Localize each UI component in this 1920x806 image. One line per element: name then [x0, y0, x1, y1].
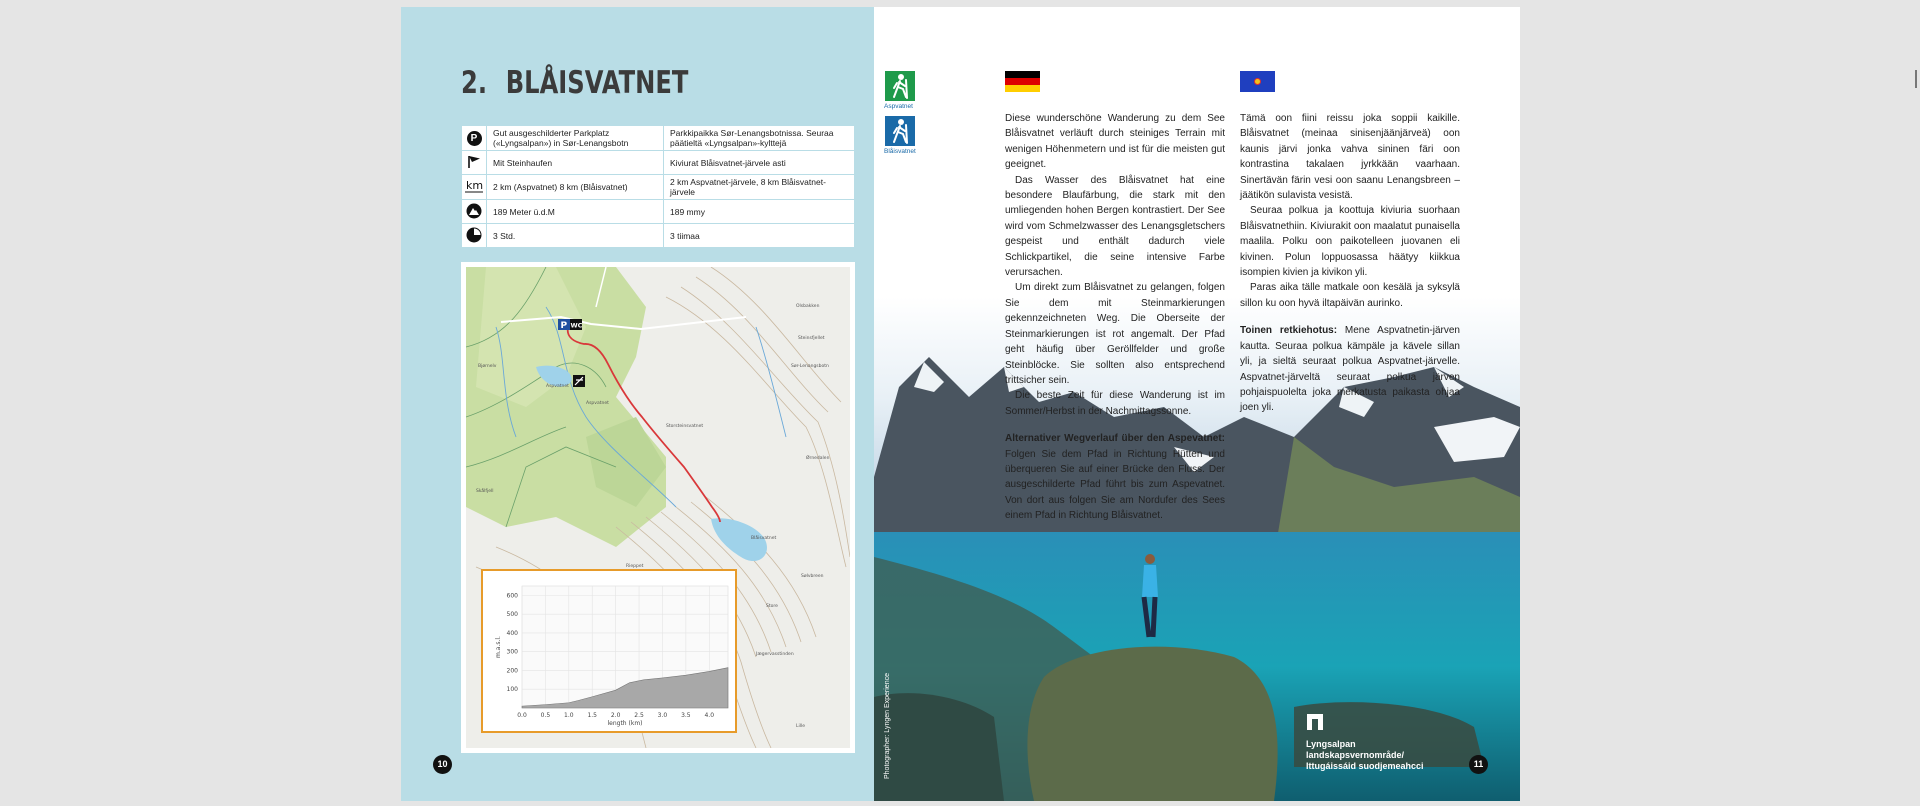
y-tick-label: 300 [506, 648, 518, 656]
info-fi: Kiviurat Blåisvatnet-järvele asti [664, 151, 855, 175]
fi-paragraph: Paras aika tälle matkale oon kesälä ja syksylä sillon ku oon hyvä iltapäivän aurinko. [1240, 282, 1460, 309]
photo-credit: Photographer: Lyngen Experience [884, 673, 891, 779]
elevation-chart-svg [488, 576, 740, 736]
page-number-right: 11 [1469, 755, 1488, 774]
info-de: 189 Meter ü.d.M [487, 200, 664, 224]
x-tick-label: 0.5 [540, 712, 551, 719]
x-tick-label: 1.0 [564, 712, 574, 719]
de-paragraph: Diese wunderschöne Wanderung zu dem See Blåisvatnet verläuft durch steiniges Terrain mit wenigen Höhenmetern und ist für die meisten gut geeignet. [1005, 113, 1225, 171]
table-row [462, 151, 855, 175]
clock-icon [462, 224, 487, 248]
logo-line: landskapsvernområde/ [1306, 750, 1405, 760]
de-paragraph: Das Wasser des Blåisvatnet hat eine besondere Blaufärbung, die stark mit den umliegenden hohen Bergen kontrastiert. Der See wird vom Schmelzwasser des Lenangsgletschers gespeist und enthält dadurch viele Schlickpartikel, die seine intensive Farbe verursachen. [1005, 174, 1225, 279]
map-label: Blåisvatnet [751, 536, 777, 541]
y-tick-label: 400 [506, 629, 518, 637]
map-label: Sølvbreen [801, 574, 824, 579]
park-logo-icon [1306, 713, 1324, 731]
table-row [462, 126, 855, 151]
map-label: Steinsfjellet [798, 336, 825, 341]
logo-line: Ittugáissáid suodjemeahcci [1306, 761, 1424, 771]
x-tick-label: 0.0 [517, 712, 527, 719]
park-logo-text [1306, 739, 1424, 772]
kven-flag-icon [1240, 71, 1275, 92]
y-axis-label: m.a.s.l. [495, 636, 502, 658]
fi-alternative [1240, 323, 1460, 415]
x-tick-label: 2.5 [634, 712, 644, 719]
info-fi: 189 mmy [664, 200, 855, 224]
de-alt-heading: Alternativer Wegverlauf über den Aspevatnet: [1005, 433, 1225, 445]
info-fi: 2 km Aspvatnet-järvele, 8 km Blåisvatnet-järvele [664, 175, 855, 200]
logo-line: Lyngsalpan [1306, 739, 1356, 749]
hiker-icon-blue [885, 116, 915, 146]
x-tick-label: 3.5 [681, 712, 691, 719]
german-flag-icon [1005, 71, 1040, 92]
route-map [461, 262, 855, 753]
viewpoint-marker [573, 375, 585, 387]
title-text: BLÅISVATNET [505, 65, 689, 101]
map-label: Sør-Lenangsbotn [791, 364, 829, 369]
fi-alt-text: Mene Aspvatnetin-järven kautta. Seuraa polkua kämpäle ja kävele sillan yli, ja sieltä seuraat polkua Aspvatnet-järvelle. Aspvatnet-järveltä seuraat polkua järven pohjaispuolelta joka merkatusta paikasta ohjaa joen yli. [1240, 325, 1460, 414]
fi-alt-heading: Toinen retkiehotus: [1240, 325, 1338, 337]
svg-text:WC: WC [570, 321, 583, 330]
wc-marker [570, 319, 583, 330]
right-page [874, 7, 1520, 801]
y-tick-label: 500 [506, 611, 518, 619]
map-label: Skålfjell [476, 489, 494, 494]
info-de: 2 km (Aspvatnet) 8 km (Blåisvatnet) [487, 175, 664, 200]
map-label: Olsbakken [796, 304, 820, 309]
map-label: Aspvatnet [546, 384, 569, 389]
y-tick-label: 200 [506, 667, 518, 675]
map-label: Bjørnelv [478, 364, 497, 369]
y-tick-label: 100 [506, 686, 518, 694]
distance-km-icon [462, 175, 487, 200]
svg-text:P: P [560, 321, 568, 331]
x-axis-label: length (km) [607, 720, 643, 727]
badge-label-blaisvatnet: Blåisvatnet [884, 148, 916, 155]
badge-label-aspvatnet: Aspvatnet [884, 103, 913, 110]
fi-paragraph: Seuraa polkua ja koottuja kiviuria suorhaan Blåisvatnethiin. Kiviurakit oon maalatut punaisella maalila. Polku oon paikotelleen juovanen eli kivinen. Polun loppuosassa häätyy kiikkua isompien kivien ja kivikon yli. [1240, 205, 1460, 279]
map-label: Rieppet [626, 564, 644, 569]
info-de: Gut ausgeschilderter Parkplatz («Lyngsalpan») in Sør-Lenangsbotn [487, 126, 664, 151]
parking-marker [558, 319, 570, 331]
parking-icon: P [462, 126, 487, 151]
map-label: Aspvatnet [586, 401, 609, 406]
kven-text-column [1240, 111, 1460, 416]
info-fi: 3 tiimaa [664, 224, 855, 248]
table-row [462, 224, 855, 248]
page-title [461, 65, 688, 101]
info-de: 3 Std. [487, 224, 664, 248]
x-tick-label: 2.0 [610, 712, 621, 719]
info-table [461, 125, 855, 248]
hiker-icon-green [885, 71, 915, 101]
map-label: Ørnedalen [806, 456, 830, 461]
left-page [401, 7, 874, 801]
y-tick-label: 600 [506, 592, 518, 600]
map-label: Storsteinsvatnet [666, 424, 704, 429]
de-alternative [1005, 431, 1225, 523]
svg-text:km: km [466, 179, 484, 192]
de-paragraph: Die beste Zeit für diese Wanderung ist im Sommer/Herbst in der Nachmittagssonne. [1005, 390, 1225, 417]
elevation-icon [462, 200, 487, 224]
table-row [462, 175, 855, 200]
german-text-column [1005, 111, 1225, 524]
info-fi: Parkkipaikka Sør-Lenangsbotnissa. Seuraa päätieltä «Lyngsalpan»-kylttejä [664, 126, 855, 151]
info-de: Mit Steinhaufen [487, 151, 664, 175]
title-number: 2. [461, 65, 488, 101]
scrollbar-thumb[interactable] [1915, 70, 1917, 88]
flag-icon [462, 151, 487, 175]
x-tick-label: 3.0 [657, 712, 668, 719]
map-label: Jægervasstinden [756, 652, 794, 657]
de-alt-text: Folgen Sie dem Pfad in Richtung Hütten und überqueren Sie auf einer Brücke den Fluss. Der ausgeschilderte Pfad führt bis zum Aspevatnet. Von dort aus folgen Sie am Nordufer des Sees einem Pfad in Richtung Blåisvatnet. [1005, 448, 1225, 522]
de-paragraph: Um direkt zum Blåisvatnet zu gelangen, folgen Sie dem mit Steinmarkierungen gekennzeichneten Weg. Die Oberseite der Steinmarkierungen ist rot angemalt. Der Pfad geht häufig über Geröllfelder und große Steinblöcke. Sie sollten also entsprechend trittsicher sein. [1005, 282, 1225, 386]
page-number-left: 10 [433, 755, 452, 774]
x-tick-label: 4.0 [704, 712, 715, 719]
elevation-chart [481, 569, 737, 733]
map-label: Lille [796, 724, 806, 729]
fi-paragraph: Tämä oon fiini reissu joka soppii kaikille. Blåisvatnet (meinaa sinisenjäänjärveä) oon kaunis järvi jonka vahva sininen färi oon kontrastina takalaen jyrkkään vaarhaan. Sinertävän färin vesi oon saanu Lenangsbreen – jäätikön sulavista vesistä. [1240, 113, 1460, 202]
map-label: Store [766, 604, 778, 609]
x-tick-label: 1.5 [587, 712, 598, 719]
table-row [462, 200, 855, 224]
